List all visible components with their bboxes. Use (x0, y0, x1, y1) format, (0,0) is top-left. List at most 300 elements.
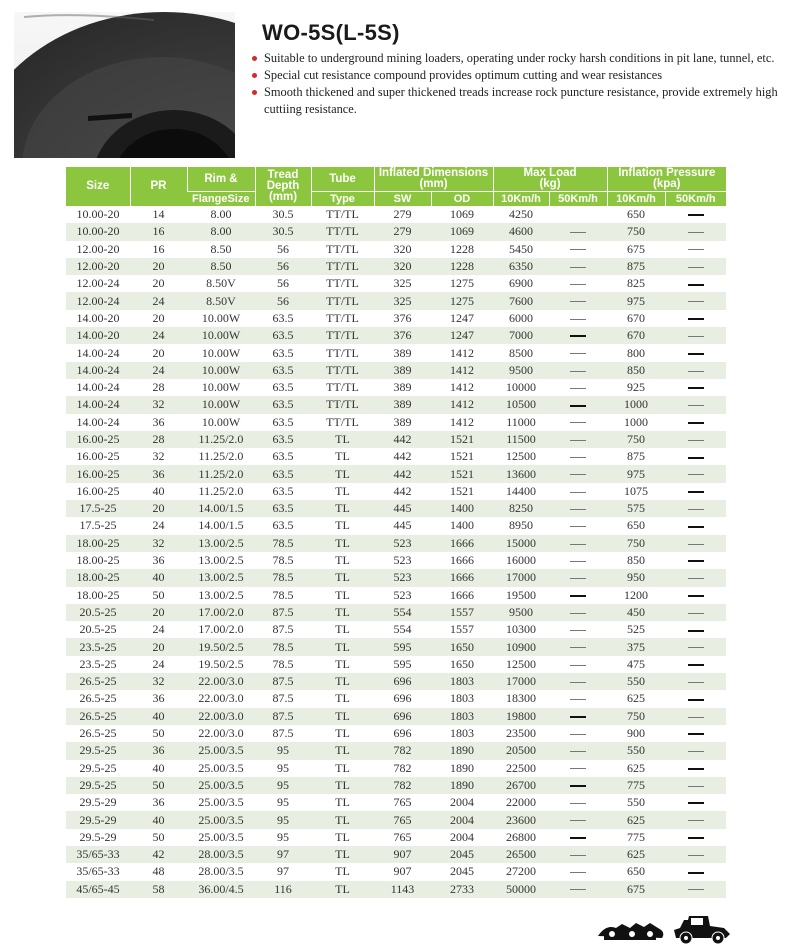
dash-mark (688, 474, 704, 475)
cell-tube-type: TL (335, 760, 350, 775)
cell-load-50kmh (549, 465, 607, 482)
cell-tube-type: TL (311, 500, 374, 517)
cell-tube-type: TL (335, 622, 350, 637)
cell-pr: 20 (152, 310, 165, 325)
cell-load-50kmh (549, 569, 607, 586)
cell-pr: 16 (152, 241, 165, 256)
cell-rim-flange: 22.00/3.0 (187, 673, 255, 690)
cell-load-50kmh (549, 742, 607, 759)
cell-load-10kmh: 17000 (493, 569, 549, 586)
cell-od: 1400 (431, 500, 493, 517)
cell-pressure-50kmh (665, 690, 726, 707)
cell-pressure-10kmh: 675 (607, 881, 665, 898)
cell-load-10kmh: 15000 (493, 535, 549, 552)
table-row (66, 638, 726, 655)
dash-mark (688, 560, 704, 562)
dash-mark (570, 734, 586, 735)
cell-load-10kmh: 50000 (493, 881, 549, 898)
cell-sw: 523 (374, 535, 431, 552)
cell-sw: 376 (374, 327, 431, 344)
cell-pr: 36 (152, 795, 165, 810)
cell-tube-type: TL (311, 535, 374, 552)
cell-pressure-10kmh: 625 (627, 691, 646, 706)
cell-size: 16.00-25 (76, 449, 120, 464)
cell-load-10kmh: 6900 (509, 276, 533, 291)
cell-rim-flange: 13.00/2.5 (187, 569, 255, 586)
cell-pr: 20 (130, 500, 187, 517)
mining-loader-icon (674, 916, 730, 944)
cell-pressure-10kmh: 475 (627, 656, 646, 671)
dash-mark (570, 474, 586, 475)
dash-mark (570, 578, 586, 579)
cell-load-50kmh (549, 881, 607, 898)
cell-size: 29.5-25 (66, 777, 130, 794)
dash-mark (688, 405, 704, 406)
cell-pressure-50kmh (665, 431, 726, 448)
dash-mark (688, 387, 704, 389)
table-row (66, 881, 726, 898)
cell-rim-flange: 8.00 (210, 207, 232, 222)
cell-od: 1666 (450, 587, 474, 602)
cell-tread-depth: 63.5 (272, 449, 294, 464)
dash-mark (688, 526, 704, 528)
cell-pressure-10kmh: 975 (607, 292, 665, 309)
cell-tread-depth: 63.5 (272, 310, 294, 325)
col-tube: Tube (311, 167, 374, 192)
cell-size: 16.00-25 (76, 483, 120, 498)
cell-od: 1666 (431, 569, 493, 586)
dash-mark (570, 284, 586, 285)
cell-rim-flange: 10.00W (201, 310, 241, 325)
dash-mark (688, 855, 704, 856)
dash-mark (688, 717, 704, 718)
cell-rim-flange: 11.25/2.0 (198, 483, 244, 498)
col-flange-size: FlangeSize (187, 192, 255, 207)
cell-rim-flange: 10.00W (201, 380, 241, 395)
cell-pressure-10kmh: 575 (607, 500, 665, 517)
cell-tread-depth: 95 (277, 760, 289, 775)
cell-pr: 42 (130, 846, 187, 863)
cell-pressure-50kmh (665, 569, 726, 586)
cell-pr: 40 (152, 760, 165, 775)
dash-mark (688, 232, 704, 233)
cell-sw: 442 (393, 449, 412, 464)
feature-text: Suitable to underground mining loaders, operating under rocky harsh conditions in pit lane, tunnel, etc. (264, 51, 775, 65)
feature-item (252, 84, 798, 118)
table-row (66, 483, 726, 500)
cell-pressure-10kmh: 550 (627, 795, 646, 810)
col-inflation-pressure: Inflation Pressure (kpa) (607, 167, 726, 192)
cell-od: 1666 (431, 535, 493, 552)
table-row (66, 569, 726, 586)
cell-sw: 595 (374, 638, 431, 655)
cell-load-10kmh: 8250 (493, 500, 549, 517)
cell-rim-flange: 25.00/3.5 (198, 795, 244, 810)
cell-od: 1400 (450, 518, 474, 533)
cell-rim-flange: 22.00/3.0 (198, 691, 244, 706)
cell-pressure-10kmh: 775 (607, 777, 665, 794)
dash-mark (570, 595, 586, 597)
cell-size: 29.5-25 (79, 760, 117, 775)
cell-pr: 50 (152, 829, 165, 844)
cell-size: 18.00-25 (66, 535, 130, 552)
cell-rim-flange: 13.00/2.5 (187, 535, 255, 552)
dash-mark (570, 388, 586, 389)
cell-pressure-50kmh (665, 656, 726, 673)
cell-pressure-50kmh (665, 396, 726, 413)
dash-mark (570, 335, 586, 337)
cell-load-10kmh: 13600 (493, 465, 549, 482)
cell-size: 14.00-24 (76, 414, 120, 429)
cell-load-10kmh: 22500 (506, 760, 536, 775)
cell-pressure-10kmh: 975 (607, 465, 665, 482)
dash-mark (688, 509, 704, 510)
cell-size: 12.00-20 (66, 258, 130, 275)
table-row (66, 223, 726, 240)
cell-pressure-50kmh (665, 258, 726, 275)
cell-rim-flange: 19.50/2.5 (198, 656, 244, 671)
cell-load-50kmh (549, 811, 607, 828)
cell-size: 29.5-29 (79, 795, 117, 810)
cell-tread-depth: 87.5 (272, 622, 294, 637)
cell-tread-depth: 63.5 (255, 500, 311, 517)
cell-size: 29.5-25 (66, 742, 130, 759)
cell-tread-depth: 95 (255, 742, 311, 759)
cell-pressure-50kmh (665, 465, 726, 482)
cell-pr: 20 (152, 345, 165, 360)
table-row (66, 431, 726, 448)
cell-rim-flange: 14.00/1.5 (198, 518, 244, 533)
cell-rim-flange: 10.00W (187, 362, 255, 379)
cell-pressure-50kmh (665, 552, 726, 569)
cell-pr: 14 (152, 207, 165, 222)
dash-mark (688, 630, 704, 632)
dash-mark (688, 682, 704, 683)
cell-tread-depth: 30.5 (272, 207, 294, 222)
cell-load-10kmh: 26700 (493, 777, 549, 794)
cell-od: 1412 (450, 380, 474, 395)
cell-tube-type: TL (335, 518, 350, 533)
cell-pressure-50kmh (665, 535, 726, 552)
cell-sw: 389 (393, 345, 412, 360)
cell-rim-flange: 11.25/2.0 (187, 431, 255, 448)
cell-tread-depth: 56 (277, 276, 289, 291)
cell-pr: 24 (152, 622, 165, 637)
cell-pressure-10kmh: 750 (607, 535, 665, 552)
dash-mark (688, 353, 704, 355)
cell-pressure-10kmh: 825 (627, 276, 646, 291)
spec-table-body (66, 206, 726, 898)
cell-pr: 32 (130, 396, 187, 413)
cell-pressure-50kmh (665, 206, 726, 223)
cell-load-50kmh (549, 483, 607, 500)
cell-load-10kmh: 8500 (509, 345, 533, 360)
cell-pressure-10kmh: 650 (627, 207, 646, 222)
cell-pressure-50kmh (665, 500, 726, 517)
cell-tube-type: TL (311, 604, 374, 621)
table-row (66, 760, 726, 777)
cell-tube-type: TL (311, 742, 374, 759)
cell-load-10kmh: 11500 (493, 431, 549, 448)
cell-size: 35/65-33 (76, 864, 120, 879)
cell-tread-depth: 78.5 (272, 656, 294, 671)
cell-pressure-50kmh (665, 621, 726, 638)
cell-od: 2045 (431, 846, 493, 863)
cell-size: 20.5-25 (66, 604, 130, 621)
col-rim: Rim & (187, 167, 255, 192)
cell-pr: 20 (130, 604, 187, 621)
cell-load-50kmh (549, 725, 607, 742)
cell-size: 35/65-33 (66, 846, 130, 863)
cell-sw: 782 (393, 760, 412, 775)
cell-tread-depth: 95 (277, 829, 289, 844)
cell-size: 18.00-25 (66, 569, 130, 586)
table-row (66, 258, 726, 275)
dash-mark (570, 785, 586, 787)
cell-tube-type: TL (335, 829, 350, 844)
cell-pressure-10kmh: 950 (607, 569, 665, 586)
cell-pr: 40 (130, 811, 187, 828)
cell-tread-depth: 63.5 (272, 483, 294, 498)
cell-pressure-50kmh (665, 777, 726, 794)
cell-load-50kmh (549, 638, 607, 655)
dash-mark (688, 733, 704, 735)
cell-load-10kmh: 23600 (493, 811, 549, 828)
dash-mark (570, 855, 586, 856)
cell-sw: 445 (393, 518, 412, 533)
cell-pr: 24 (130, 292, 187, 309)
cell-size: 23.5-25 (66, 638, 130, 655)
cell-od: 1069 (450, 207, 474, 222)
cell-tube-type: TT/TL (326, 276, 359, 291)
cell-tube-type: TT/TL (326, 207, 359, 222)
cell-rim-flange: 8.50 (210, 241, 232, 256)
cell-pressure-50kmh (665, 742, 726, 759)
table-row (66, 275, 726, 292)
col-sw: SW (374, 192, 431, 207)
cell-pr: 32 (152, 449, 165, 464)
cell-tread-depth: 63.5 (255, 465, 311, 482)
cell-pressure-10kmh: 625 (627, 760, 646, 775)
cell-pressure-50kmh (665, 223, 726, 240)
dash-mark (688, 872, 704, 874)
cell-od: 2004 (450, 795, 474, 810)
cell-tread-depth: 63.5 (272, 345, 294, 360)
cell-pr: 24 (152, 518, 165, 533)
cell-od: 1412 (450, 345, 474, 360)
cell-load-50kmh (549, 604, 607, 621)
cell-pressure-10kmh: 1000 (624, 414, 649, 429)
table-row (66, 829, 726, 846)
cell-tube-type: TL (311, 881, 374, 898)
cell-tread-depth: 95 (255, 811, 311, 828)
cell-od: 1803 (431, 673, 493, 690)
dash-mark (688, 267, 704, 268)
cell-tread-depth: 95 (277, 795, 289, 810)
table-row (66, 535, 726, 552)
dash-mark (688, 768, 704, 770)
cell-pr: 24 (130, 362, 187, 379)
col-tube-type: Type (311, 192, 374, 207)
cell-load-10kmh: 4600 (493, 223, 549, 240)
cell-tube-type: TT/TL (311, 258, 374, 275)
cell-size: 26.5-25 (79, 691, 117, 706)
cell-load-10kmh: 7600 (493, 292, 549, 309)
cell-rim-flange: 17.00/2.0 (187, 604, 255, 621)
cell-pressure-50kmh (665, 292, 726, 309)
bullet-dot-icon (252, 56, 257, 61)
table-row (66, 362, 726, 379)
cell-load-50kmh (549, 552, 607, 569)
cell-pressure-50kmh (665, 863, 726, 880)
cell-pr: 36 (130, 742, 187, 759)
cell-sw: 442 (374, 465, 431, 482)
cell-sw: 782 (374, 742, 431, 759)
cell-pr: 16 (130, 223, 187, 240)
cell-od: 1069 (431, 223, 493, 240)
cell-load-50kmh (549, 448, 607, 465)
cell-rim-flange: 17.00/2.0 (198, 622, 244, 637)
cell-size: 14.00-24 (66, 396, 130, 413)
cell-od: 1890 (450, 760, 474, 775)
cell-od: 1803 (431, 708, 493, 725)
cell-sw: 442 (393, 483, 412, 498)
cell-sw: 325 (374, 292, 431, 309)
cell-load-50kmh (549, 760, 607, 777)
cell-tube-type: TT/TL (311, 396, 374, 413)
cell-od: 2045 (450, 864, 474, 879)
cell-od: 2004 (450, 829, 474, 844)
cell-load-10kmh: 11000 (506, 414, 536, 429)
cell-pressure-50kmh (665, 811, 726, 828)
cell-pr: 36 (152, 414, 165, 429)
cell-tread-depth: 78.5 (255, 535, 311, 552)
table-row (66, 673, 726, 690)
cell-pressure-10kmh: 1200 (624, 587, 649, 602)
cell-od: 1521 (431, 465, 493, 482)
cell-load-10kmh: 9500 (493, 362, 549, 379)
dash-mark (570, 301, 586, 302)
dash-mark (570, 422, 586, 423)
cell-size: 18.00-25 (76, 553, 120, 568)
cell-od: 1228 (450, 241, 474, 256)
cell-load-50kmh (549, 396, 607, 413)
dash-mark (688, 595, 704, 597)
col-pressure-50kmh: 50Km/h (665, 192, 726, 207)
col-load-10kmh: 10Km/h (493, 192, 549, 207)
cell-load-10kmh: 12500 (506, 656, 536, 671)
cell-sw: 389 (393, 380, 412, 395)
cell-tread-depth: 78.5 (272, 587, 294, 602)
cell-pressure-50kmh (665, 483, 726, 500)
cell-sw: 696 (374, 673, 431, 690)
cell-tread-depth: 56 (255, 258, 311, 275)
cell-size: 26.5-25 (79, 726, 117, 741)
tire-photo-icon (14, 12, 235, 158)
dash-mark (570, 716, 586, 718)
cell-size: 20.5-25 (79, 622, 117, 637)
dash-mark (570, 267, 586, 268)
cell-pressure-50kmh (665, 881, 726, 898)
cell-size: 23.5-25 (79, 656, 117, 671)
table-row (66, 379, 726, 396)
cell-tube-type: TT/TL (326, 310, 359, 325)
cell-tube-type: TL (335, 449, 350, 464)
cell-pr: 40 (130, 708, 187, 725)
cell-pr: 36 (130, 465, 187, 482)
cell-pr: 40 (130, 569, 187, 586)
cell-sw: 782 (374, 777, 431, 794)
dash-mark (570, 440, 586, 441)
cell-tread-depth: 63.5 (255, 431, 311, 448)
cell-pr: 24 (152, 656, 165, 671)
cell-load-50kmh (549, 241, 607, 258)
feature-text: Special cut resistance compound provides optimum cutting and wear resistances (264, 68, 663, 82)
cell-pr: 40 (152, 483, 165, 498)
cell-tread-depth: 63.5 (255, 362, 311, 379)
cell-od: 2004 (431, 811, 493, 828)
cell-rim-flange: 10.00W (201, 345, 241, 360)
cell-rim-flange: 22.00/3.0 (187, 708, 255, 725)
cell-rim-flange: 19.50/2.5 (187, 638, 255, 655)
cell-load-50kmh (549, 344, 607, 361)
col-pressure-10kmh: 10Km/h (607, 192, 665, 207)
cell-load-10kmh: 22000 (506, 795, 536, 810)
cell-od: 1228 (431, 258, 493, 275)
cell-pressure-10kmh: 670 (627, 310, 646, 325)
cell-tube-type: TL (335, 726, 350, 741)
cell-load-10kmh: 7000 (493, 327, 549, 344)
dash-mark (688, 457, 704, 459)
cell-size: 29.5-29 (66, 811, 130, 828)
cell-tread-depth: 30.5 (255, 223, 311, 240)
cell-pressure-10kmh: 800 (627, 345, 646, 360)
cell-tread-depth: 78.5 (272, 553, 294, 568)
table-row (66, 396, 726, 413)
table-row (66, 206, 726, 223)
cell-rim-flange: 25.00/3.5 (187, 742, 255, 759)
cell-tube-type: TL (311, 465, 374, 482)
cell-od: 1521 (450, 483, 474, 498)
dash-mark (570, 405, 586, 407)
cell-pr: 20 (130, 258, 187, 275)
dash-mark (570, 682, 586, 683)
cell-rim-flange: 36.00/4.5 (187, 881, 255, 898)
cell-rim-flange: 13.00/2.5 (198, 587, 244, 602)
cell-load-10kmh: 20500 (493, 742, 549, 759)
table-row (66, 517, 726, 534)
cell-pressure-10kmh: 875 (607, 258, 665, 275)
cell-rim-flange: 11.25/2.0 (198, 449, 244, 464)
cell-load-50kmh (549, 206, 607, 223)
cell-sw: 765 (374, 811, 431, 828)
product-title: WO-5S(L-5S) (262, 20, 400, 45)
cell-pressure-50kmh (665, 414, 726, 431)
cell-od: 1557 (431, 604, 493, 621)
cell-load-50kmh (549, 379, 607, 396)
cell-size: 18.00-25 (76, 587, 120, 602)
cell-pressure-50kmh (665, 327, 726, 344)
cell-pr: 24 (130, 327, 187, 344)
cell-pressure-50kmh (665, 275, 726, 292)
cell-load-10kmh: 26500 (493, 846, 549, 863)
cell-load-10kmh: 4250 (509, 207, 533, 222)
cell-size: 16.00-25 (66, 431, 130, 448)
cell-load-50kmh (549, 310, 607, 327)
cell-load-50kmh (549, 621, 607, 638)
dash-mark (688, 786, 704, 787)
cell-pr: 32 (130, 535, 187, 552)
